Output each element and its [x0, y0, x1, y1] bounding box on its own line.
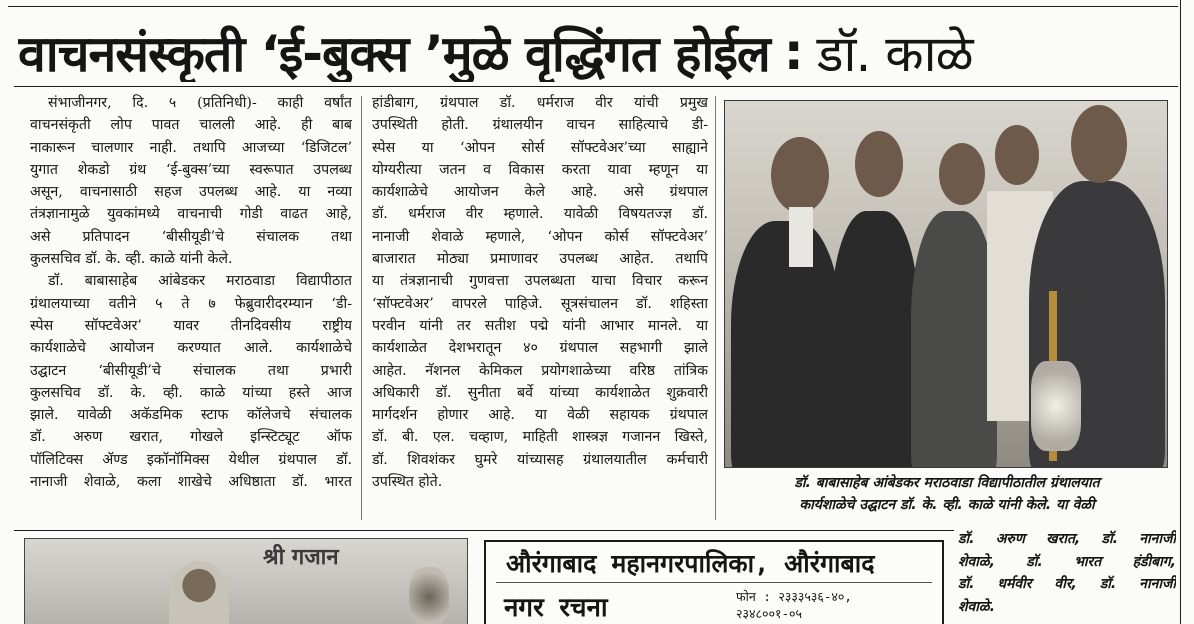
article-line: कार्यशाळेचे आयोजन करण्यात आले. कार्यशाळेचे	[30, 340, 352, 357]
caption-line: कार्यशाळेचे उद्घाटन डॉ. के. व्ही. काळे यांनी केले. या वेळी	[799, 497, 1095, 513]
portrait-figure	[169, 561, 229, 624]
person-figure	[831, 211, 919, 468]
article-line: असून, वाचनासाठी सहज उपलब्ध आहे. या नव्या	[30, 184, 352, 201]
article-line: बाजारात मोठ्या प्रमाणावर उपलब्ध आहेत. तथापि	[372, 251, 708, 268]
article-line: डॉ. बाबासाहेब आंबेडकर मराठवाडा विद्यापीठात	[48, 273, 352, 290]
column-divider	[361, 96, 362, 520]
article-line: डॉ. अरुण खरात, गोखले इन्स्टिट्यूट ऑफ	[30, 429, 352, 446]
article-line: डॉ. बी. एल. चव्हाण, माहिती शास्त्रज्ञ गजानन खिस्ते,	[372, 429, 708, 446]
article-line: हांडीबाग, ग्रंथपाल डॉ. धर्मराज वीर यांची प्रमुख	[372, 95, 708, 111]
right-edge-rule	[1180, 0, 1181, 624]
person-figure	[731, 221, 841, 468]
decoration-figure	[409, 567, 449, 624]
article-line: अधिकारी डॉ. सुनीता बर्वे यांच्या कार्यशाळेत शुक्रवारी	[372, 384, 708, 401]
article-line: पॉलिटिक्स ॲण्ड इकॉनॉमिक्स येथील ग्रंथपाल डॉ.	[30, 451, 352, 468]
photo-caption	[724, 472, 1170, 516]
caption-line: डॉ. धर्मवीर वीर, डॉ. नानाजी	[958, 576, 1176, 592]
caption-line: डॉ. बाबासाहेब आंबेडकर मराठवाडा विद्यापीठातील ग्रंथालयात	[794, 475, 1100, 491]
section-divider	[14, 530, 954, 531]
ad-phone	[736, 588, 852, 622]
ad-divider	[496, 582, 932, 583]
article-line: या तंत्रज्ञानाची गुणवत्ता उपलब्धता याचा विचार करून	[372, 273, 708, 290]
ad-title: औरंगाबाद महानगरपालिका, औरंगाबाद	[506, 549, 875, 578]
person-head	[1071, 105, 1127, 183]
caption-line: शेवाळे, डॉ. भारत हंडीबाग,	[958, 553, 1176, 570]
ad-phone-line: २३४८००१-०५	[736, 606, 803, 621]
top-rule	[8, 6, 1178, 7]
headline-byline: डॉ. काळे	[816, 25, 973, 82]
article-line: कार्यशाळेचे आयोजन केले आहे. असे ग्रंथपाल	[372, 184, 708, 201]
ad-department: नगर रचना	[504, 593, 608, 623]
article-line: परवीन यांनी तर सतीश पद्मे यांनी आभार मानले. या	[372, 317, 708, 334]
article-line: तंत्रज्ञानामुळे युवकांमध्ये वाचनाची गोडी वाढत आहे,	[30, 206, 352, 223]
article-line: कुलसचिव डॉ. के. व्ही. काळे यांच्या हस्ते आज	[30, 384, 352, 401]
article-line: वाचनसंकृती लोप पावत चालली आहे. ही बाब	[30, 117, 352, 134]
article-line: नाकारून चालणार नाही. तथापि आजच्या ‘डिजिटल’	[30, 139, 352, 156]
article-line: योग्यरीत्या जतन व विकास करता यावा म्हणून या	[372, 161, 708, 178]
article-line: नानाजी शेवाळे, कला शाखेचे अधिष्ठाता डॉ. भारत	[30, 474, 352, 491]
article-line: कार्यशाळेत देशभरातून ४० ग्रंथपाल सहभागी झाले	[372, 340, 708, 357]
inauguration-photo	[724, 100, 1168, 468]
headline	[18, 22, 1178, 82]
article-line: मार्गदर्शन होणार आहे. या वेळी सहायक ग्रंथपाल	[372, 407, 708, 424]
person-head	[939, 143, 985, 205]
photo-caption-continuation	[958, 528, 1176, 618]
column-divider	[715, 96, 716, 520]
article-column-2	[372, 92, 708, 493]
second-photo	[24, 538, 468, 624]
article-line: ‘सॉफ्टवेअर’ वापरले पाहिजे. सूत्रसंचालन डॉ. शहिस्ता	[372, 295, 708, 312]
article-line: ग्रंथालयाच्या वतीने ५ ते ७ फेब्रुवारीदरम्यान ‘डी-	[30, 295, 352, 312]
article-line: युगात शेकडो ग्रंथ ‘ई-बुक्स’च्या स्वरूपात उपलब्ध	[30, 161, 352, 178]
person-figure	[911, 211, 997, 468]
headline-separator: :	[783, 23, 803, 81]
article-line: संभाजीनगर, दि. ५ (प्रतिनिधी)- काही वर्षांत	[48, 95, 352, 111]
person-head	[771, 137, 829, 213]
person-head	[995, 125, 1039, 185]
flower-decoration	[1031, 361, 1081, 451]
photo-banner-text: श्री गजान	[263, 545, 339, 570]
article-line: स्पेस सॉफ्टवेअर’ यावर तीनदिवसीय राष्ट्रीय	[30, 317, 352, 334]
caption-line: शेवाळे.	[958, 598, 995, 615]
article-column-1	[30, 92, 352, 493]
article-line: कुलसचिव डॉ. के. व्ही. काळे यांनी केले.	[30, 251, 233, 268]
headline-main: वाचनसंस्कृती ‘ई-बुक्स ’मुळे वृद्धिंगत होईल	[18, 25, 770, 82]
article-line: डॉ. धर्मराज वीर म्हणाले. यावेळी विषयतज्ज्ञ डॉ.	[372, 206, 708, 223]
headline-underline	[14, 86, 1178, 87]
article-line: डॉ. शिवशंकर घुमरे यांच्यासह ग्रंथालयातील कर्मचारी	[372, 451, 708, 468]
article-line: उद्घाटन ‘बीसीयूडी’चे संचालक तथा प्रभारी	[30, 362, 352, 379]
municipal-advertisement	[484, 540, 944, 624]
article-line: स्पेस या ‘ओपन सोर्स सॉफ्टवेअर’च्या साह्याने	[372, 139, 708, 156]
article-line: उपस्थिती होती. ग्रंथालयीन वाचन साहित्याचे डी-	[372, 117, 708, 134]
person-head	[855, 131, 903, 197]
article-line: आहेत. नॅशनल केमिकल प्रयोगशाळेच्या वरिष्ठ तांत्रिक	[372, 362, 708, 379]
article-line: असे प्रतिपादन ‘बीसीयूडी’चे संचालक तथा	[30, 228, 352, 245]
caption-line: डॉ. अरुण खरात, डॉ. नानाजी	[958, 531, 1176, 547]
person-shirt	[789, 207, 813, 267]
article-line: झाले. यावेळी अकॅडमिक स्टाफ कॉलेजचे संचालक	[30, 407, 352, 424]
ad-phone-line: फोन : २३३३५३६-४०,	[736, 589, 852, 604]
article-line: उपस्थित होते.	[372, 474, 443, 491]
article-line: नानाजी शेवाळे म्हणाले, ‘ओपन कोर्स सॉफ्टवेअर’	[372, 228, 708, 245]
